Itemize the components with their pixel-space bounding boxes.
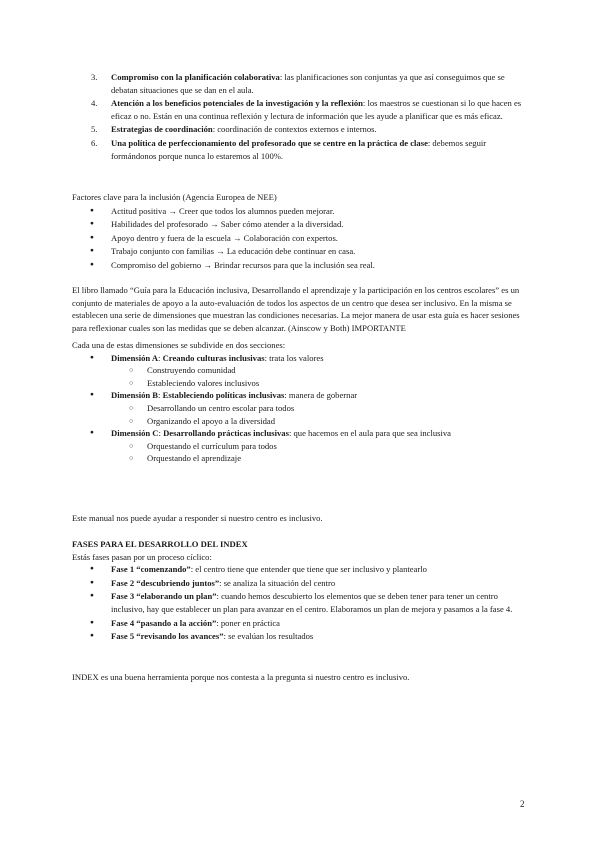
dimension-desc: : que hacemos en el aula para que sea inclusiva (288, 428, 451, 439)
list-number: 3. (91, 72, 98, 82)
list-item (72, 97, 528, 122)
sub-item: ○ Desarrollando un centro escolar para todos (72, 402, 528, 415)
manual-block (72, 512, 528, 525)
sub-item: ○ Organizando el apoyo a la diversidad (72, 415, 528, 428)
factores-section (72, 191, 528, 272)
list-item-text: : coordinación de contextos externos e internos. (212, 124, 377, 135)
page-number: 2 (520, 799, 525, 809)
fase-item (72, 590, 528, 615)
fases-heading: FASES PARA EL DESARROLLO DEL INDEX (72, 539, 248, 549)
fase-title: Fase 5 “revisando los avances” (111, 631, 224, 642)
dimension-sep: : (158, 352, 163, 363)
index-block (72, 671, 528, 684)
dimension-item (72, 389, 528, 402)
fases-intro: Estás fases pasan por un proceso cíclico: (72, 551, 212, 562)
dimension-label: Dimensión A (111, 352, 159, 363)
list-item: ● Habilidades del profesorado → Saber cómo atender a la diversidad. (72, 218, 528, 231)
dimension-item (72, 427, 528, 440)
list-number: 4. (91, 98, 98, 109)
sub-item: ○ Orquestando el aprendizaje (72, 452, 528, 465)
list-item: ● Trabajo conjunto con familias → La educación debe continuar en casa. (72, 245, 528, 258)
sub-item: ○ Orquestando el currículum para todos (72, 440, 528, 453)
fase-item (72, 630, 528, 643)
fase-title: Fase 4 “pasando a la acción” (111, 617, 217, 628)
list-number: 6. (91, 137, 98, 148)
list-item-title: Estrategias de coordinación (111, 124, 213, 135)
fase-text: : el centro tiene que entender que tiene que ser inclusivo y plantearlo (190, 564, 427, 575)
list-item (72, 71, 528, 96)
dimension-title: Desarrollando prácticas inclusivas (163, 428, 289, 439)
fase-item (72, 577, 528, 590)
list-item: ● Apoyo dentro y fuera de la escuela → Colaboración con expertos. (72, 232, 528, 245)
libro-paragraph: El libro llamado “Guía para la Educación inclusiva, Desarrollando el aprendizaje y la participación en los centros escolares” es un conjunto de materiales de apoyo a la auto-evaluación de todos los aspectos de un centro que desea ser inclusivo. En la misma se establecen una serie de dimensiones que muestran las condiciones necesarias. La mejor manera de usar esta guía es hacer sesiones para reflexionar cuales son las medidas que se deben alcanzar. (Ainscow y Both) IMPORTANTE (72, 285, 520, 333)
fase-title: Fase 1 “comenzando” (111, 564, 191, 575)
fases-section (72, 538, 528, 643)
dimension-title: Estableciendo políticas inclusivas (162, 390, 285, 401)
dimensiones-section (72, 339, 528, 465)
list-item-text: : las planificaciones son conjuntas ya que así conseguimos que se debatan situaciones que se dan en el aula. (111, 72, 505, 95)
manual-line: Este manual nos puede ayudar a responder si nuestro centro es inclusivo. (72, 513, 323, 523)
list-item-title: Atención a los beneficios potenciales de la investigación y la reflexión (111, 98, 363, 109)
list-item (72, 137, 528, 162)
sub-item: ○ Construyendo comunidad (72, 364, 528, 377)
fase-item (72, 563, 528, 576)
fase-text: : poner en práctica (216, 617, 280, 628)
dimension-title: Creando culturas inclusivas (162, 352, 265, 363)
numbered-list (72, 71, 528, 162)
dimension-label: Dimensión C (111, 428, 159, 439)
list-item-title: Una política de perfeccionamiento del profesorado que se centre en la práctica de clase (111, 137, 428, 148)
list-item-title: Compromiso con la planificación colaborativa (111, 72, 280, 82)
dimensiones-intro: Cada una de estas dimensiones se subdivide en dos secciones: (72, 340, 286, 350)
list-number: 5. (91, 124, 98, 135)
fase-text: : se analiza la situación del centro (219, 577, 336, 588)
fase-item (72, 617, 528, 630)
list-item-text: : debemos seguir formándonos porque nunca lo estaremos al 100%. (111, 137, 487, 161)
list-item: ● Actitud positiva → Creer que todos los alumnos pueden mejorar. (72, 205, 528, 218)
fase-title: Fase 2 “descubriendo juntos” (111, 577, 220, 588)
dimension-desc: : trata los valores (264, 352, 324, 363)
factores-title: Factores clave para la inclusión (Agencia Europea de NEE) (72, 192, 277, 202)
sub-item: ○ Estableciendo valores inclusivos (72, 377, 528, 390)
dimension-sep: : (158, 428, 164, 439)
list-item (72, 123, 528, 136)
dimension-item (72, 352, 528, 365)
fase-title: Fase 3 “elaborando un plan” (111, 591, 217, 602)
index-line: INDEX es una buena herramienta porque nos contesta a la pregunta si nuestro centro es inclusivo. (72, 672, 410, 682)
dimension-sep: : (158, 390, 163, 401)
dimension-desc: : manera de gobernar (284, 390, 358, 401)
fase-text: : se evalúan los resultados (223, 631, 314, 642)
dimension-label: Dimensión B (111, 390, 159, 401)
list-item: ● Compromiso del gobierno → Brindar recursos para que la inclusión sea real. (72, 259, 528, 272)
list-item-text: : los maestros se cuestionan si lo que hacen es eficaz o no. Están en una continua reflexión y lectura de información que les ayude a planificar que es más eficaz. (111, 98, 522, 121)
fase-text: : cuando hemos descubierto los elementos que se deben tener para tener un centro inclusivo, hay que establecer un plan para avanzar en el centro. Elaboramos un plan de mejora y pasamos a la fase 4. (111, 591, 513, 614)
libro-paragraph-block (72, 284, 528, 334)
